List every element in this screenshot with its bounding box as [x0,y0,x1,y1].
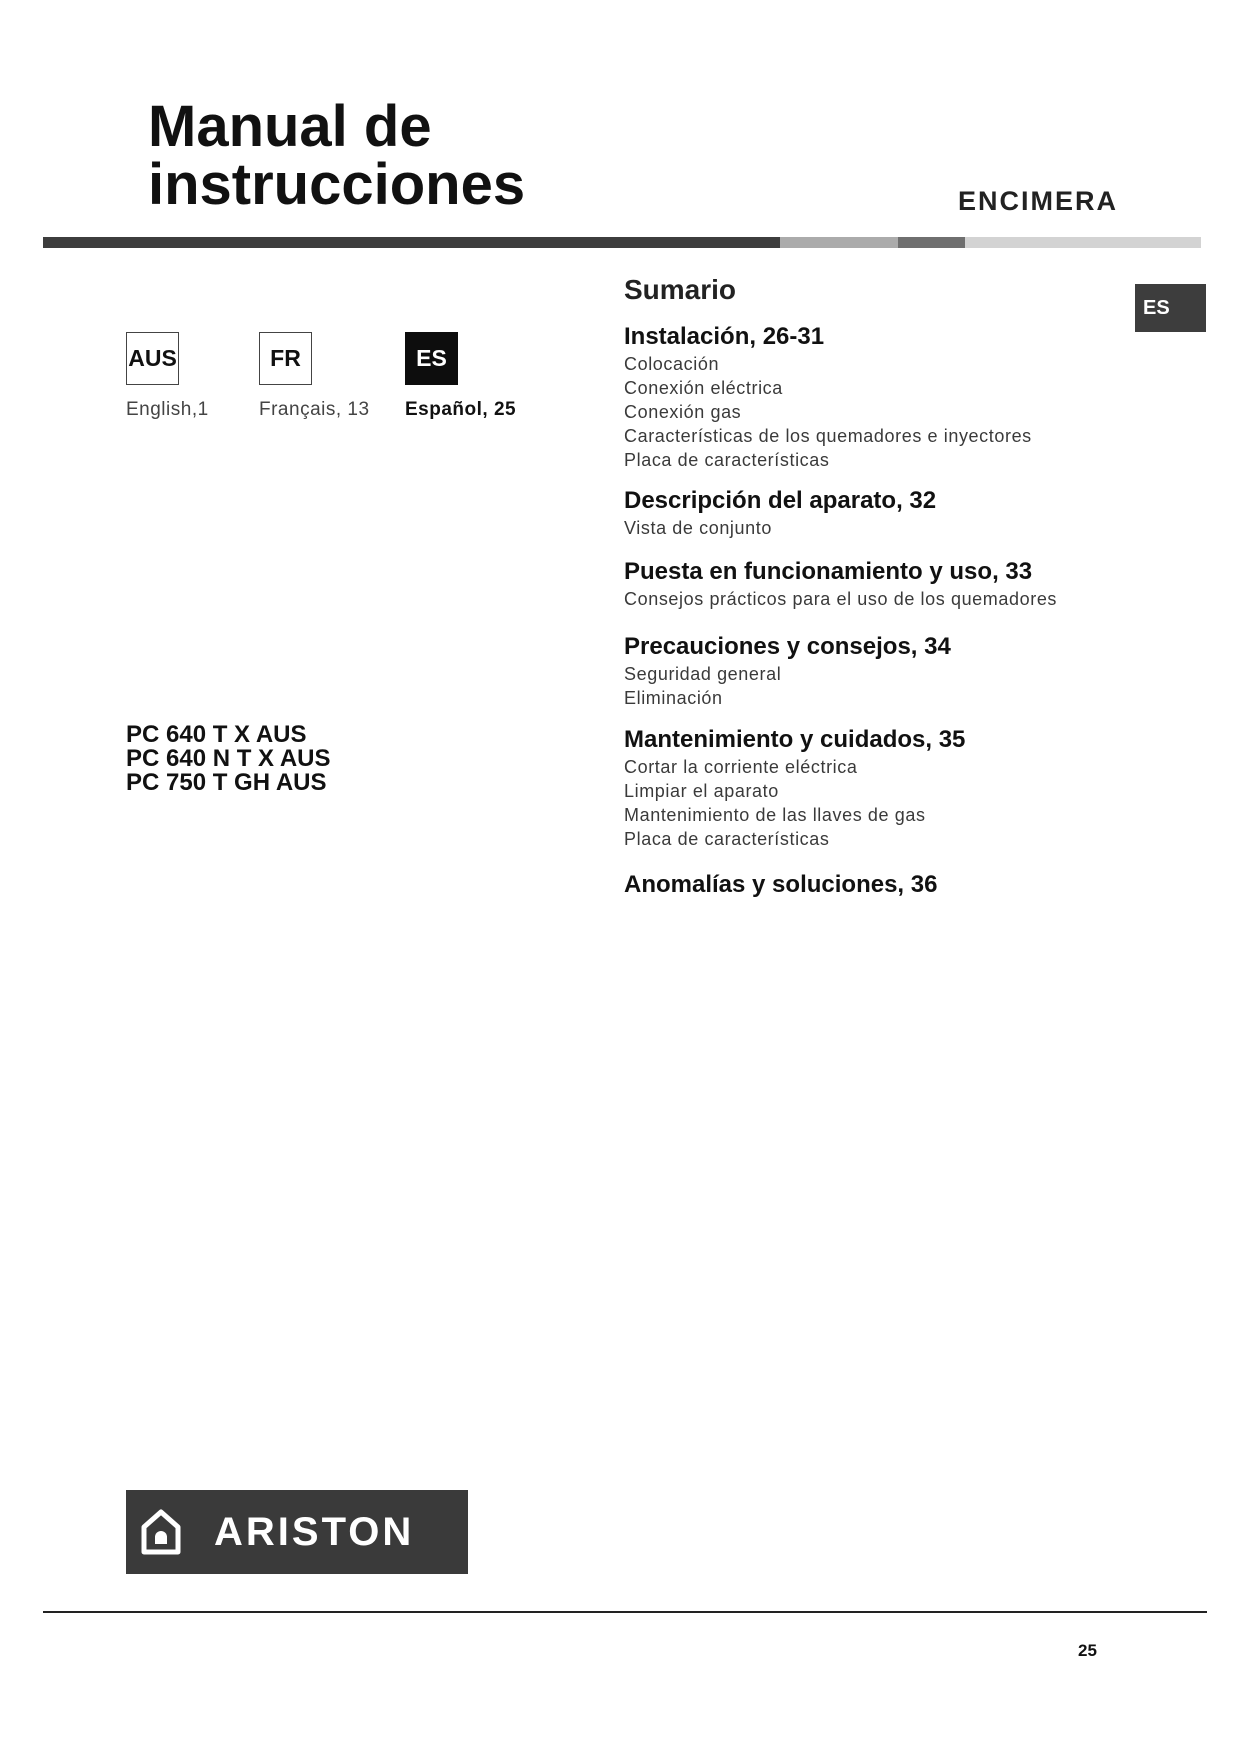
brand-name: ARISTON [214,1509,415,1554]
language-caption-active: Español, 25 [405,399,517,420]
house-logo-icon [138,1507,184,1557]
toc-item[interactable]: Cortar la corriente eléctrica [624,757,858,777]
footer-rule [43,1611,1207,1613]
model-name: PC 640 T X AUS [126,721,307,748]
model-list [126,723,331,795]
page-number: 25 [1078,1641,1097,1660]
toc-item[interactable]: Seguridad general [624,664,782,684]
toc-item[interactable]: Vista de conjunto [624,518,772,538]
header-rule-accent [898,237,965,248]
toc-section-title[interactable]: Anomalías y soluciones, 36 [624,871,938,898]
language-caption: Français, 13 [259,399,370,420]
toc-section-title[interactable]: Instalación, 26-31 [624,323,825,350]
language-option-fr[interactable] [259,332,370,421]
header-rule-dark [43,237,780,248]
language-code-box: FR [259,332,312,385]
toc-item[interactable]: Eliminación [624,688,723,708]
toc-heading: Sumario [624,274,737,305]
toc-item[interactable]: Placa de características [624,829,830,849]
toc-section-puesta-en-funcionamiento [624,557,1057,611]
toc-item[interactable]: Limpiar el aparato [624,781,779,801]
toc-section-title[interactable]: Descripción del aparato, 32 [624,487,937,514]
header-rule-light [965,237,1201,248]
header-rule-mid [780,237,898,248]
toc-item[interactable]: Conexión gas [624,402,742,422]
toc-section-title[interactable]: Mantenimiento y cuidados, 35 [624,726,966,753]
language-caption: English,1 [126,399,209,420]
product-type-label: ENCIMERA [958,186,1119,216]
toc-item[interactable]: Conexión eléctrica [624,378,783,398]
toc-section-precauciones [624,632,951,710]
toc-section-title[interactable]: Precauciones y consejos, 34 [624,633,951,660]
toc-section-instalacion [624,322,1032,472]
title-line-1: Manual de [148,94,432,159]
brand-logo [126,1490,468,1574]
toc-item[interactable]: Colocación [624,354,720,374]
toc-section-title[interactable]: Puesta en funcionamiento y uso, 33 [624,558,1033,585]
toc-section-anomalias [624,870,937,900]
toc-item[interactable]: Mantenimiento de las llaves de gas [624,805,926,825]
toc-item[interactable]: Placa de características [624,450,830,470]
language-side-tab: ES [1135,284,1206,332]
language-option-es[interactable] [405,332,516,421]
toc-item[interactable]: Consejos prácticos para el uso de los quemadores [624,589,1058,609]
language-code-box: AUS [126,332,179,385]
toc-item[interactable]: Características de los quemadores e inyectores [624,426,1032,446]
model-name: PC 640 N T X AUS [126,745,331,772]
model-name: PC 750 T GH AUS [126,769,327,796]
toc-section-descripcion [624,486,936,540]
language-code-box-active: ES [405,332,458,385]
title-line-2: instrucciones [148,152,526,217]
language-option-aus[interactable] [126,332,209,421]
document-title [148,94,526,217]
toc-section-mantenimiento [624,725,965,851]
